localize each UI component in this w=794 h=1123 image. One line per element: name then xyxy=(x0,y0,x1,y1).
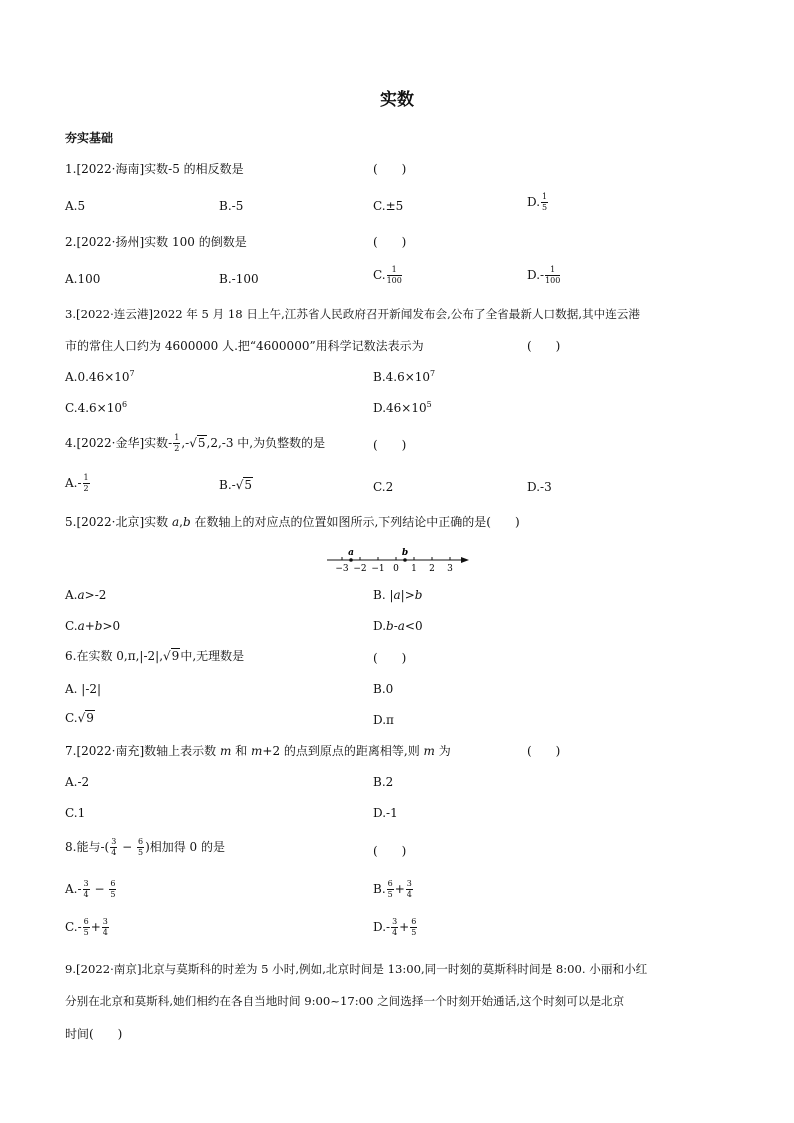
question-3-option-c: $C.4.6\times 10^6$ xyxy=(65,400,128,415)
number-line-tick-label: −1 xyxy=(371,564,385,574)
question-9-stem-line-3: 时间( ) xyxy=(65,1027,123,1041)
question-5-stem: 5.[2022·北京]实数 a,b 在数轴上的对应点的位置如图所示,下列结论中正确的是( ) xyxy=(65,515,520,529)
point-a-dot xyxy=(349,558,353,562)
fraction: $\frac{6}{5}$ xyxy=(83,917,89,937)
fraction: $\frac{1}{100}$ xyxy=(545,265,561,285)
point-b-label: b xyxy=(401,548,409,558)
question-2-option-b: B.-100 xyxy=(219,272,259,286)
question-1-option-d xyxy=(527,193,549,212)
fraction: $\frac{6}{5}$ xyxy=(411,917,417,937)
fraction: $\frac{1}{5}$ xyxy=(542,192,548,212)
question-5-option-c: C.a+b>0 xyxy=(65,619,121,633)
question-1-option-b: B.-5 xyxy=(219,199,244,213)
option-label: C. xyxy=(373,268,386,282)
number-line-tick-label: 2 xyxy=(429,564,435,574)
fraction: $\frac{1}{100}$ xyxy=(386,265,402,285)
question-7-stem: 7.[2022·南充]数轴上表示数 m 和 m+2 的点到原点的距离相等,则 m 为 xyxy=(65,744,451,758)
question-6-option-d: D.π xyxy=(373,713,394,727)
question-1-answer-bracket: ( ) xyxy=(373,162,407,176)
number-line-tick-label: 1 xyxy=(411,564,417,574)
square-root: √9 xyxy=(163,649,180,663)
question-4-option-b: B.-√5 xyxy=(219,478,252,492)
question-7-option-b: B.2 xyxy=(373,775,394,789)
question-4-option-a: A.- $\frac{1}{2}$ xyxy=(65,473,89,493)
square-root: √5 xyxy=(235,478,252,492)
question-5-option-d: D.b-a<0 xyxy=(373,619,423,633)
exponent: 7 xyxy=(129,369,135,378)
exponent: 5 xyxy=(426,400,432,409)
question-3-option-b: $B.4.6\times 10^7$ xyxy=(373,369,436,384)
question-6-option-a: A. |-2| xyxy=(65,682,102,696)
exponent: 7 xyxy=(430,369,436,378)
fraction: $\frac{6}{5}$ xyxy=(137,837,144,857)
fraction: $\frac{6}{5}$ xyxy=(387,879,393,899)
fraction: $\frac{1}{2}$ xyxy=(174,433,180,453)
question-1-option-c: C.±5 xyxy=(373,199,404,213)
question-3-stem-line-2: 市的常住人口约为 4600000 人.把“4600000”用科学记数法表示为 xyxy=(65,339,424,353)
page-title: 实数 xyxy=(380,90,414,110)
question-7-option-c: C.1 xyxy=(65,806,86,820)
question-4-stem: 4.[2022·金华]实数- $\frac{1}{2}$ ,-√5,2,-3 中,为负整数的是 xyxy=(65,433,326,453)
fraction: $\frac{3}{4}$ xyxy=(406,879,412,899)
question-8-option-b: B. $\frac{6}{5}$ + $\frac{3}{4}$ xyxy=(373,879,412,899)
fraction: $\frac{1}{2}$ xyxy=(83,473,89,493)
question-7-option-d: D.-1 xyxy=(373,806,398,820)
number-line-arrow-icon xyxy=(461,557,469,563)
question-1-stem: 1.[2022·海南]实数-5 的相反数是 xyxy=(65,162,244,176)
question-4-option-c: C.2 xyxy=(373,480,394,494)
question-8-option-c: C.- $\frac{6}{5}$ + $\frac{3}{4}$ xyxy=(65,917,108,937)
question-5-option-a: A.a>-2 xyxy=(65,588,107,602)
question-3-stem-line-1: 3.[2022·连云港]2022 年 5 月 18 日上午,江苏省人民政府召开新闻发布会,公布了全省最新人口数据,其中连云港 xyxy=(65,307,640,321)
question-2-option-c xyxy=(373,266,403,285)
question-7-option-a: A.-2 xyxy=(65,775,90,789)
number-line-tick-label: 0 xyxy=(393,564,399,574)
fraction: $\frac{3}{4}$ xyxy=(83,879,89,899)
question-8-stem: 8.能与-( $\frac{3}{4}$ − $\frac{6}{5}$ )相加得 0 的是 xyxy=(65,837,226,857)
question-5-option-b: B. |a|>b xyxy=(373,588,423,602)
point-a-label: a xyxy=(348,548,354,558)
section-heading: 夯实基础 xyxy=(65,131,114,145)
question-2-option-a: A.100 xyxy=(65,272,101,286)
question-6-option-c: C.√9 xyxy=(65,711,94,725)
question-2-option-d xyxy=(527,266,561,285)
question-4-answer-bracket: ( ) xyxy=(373,438,407,452)
fraction: $\frac{3}{4}$ xyxy=(111,837,117,857)
question-8-answer-bracket: ( ) xyxy=(373,844,407,858)
question-2-answer-bracket: ( ) xyxy=(373,235,407,249)
question-6-answer-bracket: ( ) xyxy=(373,651,407,665)
option-label: D. xyxy=(527,195,541,209)
question-8-option-a: A.- $\frac{3}{4}$ − $\frac{6}{5}$ xyxy=(65,879,116,899)
fraction: $\frac{3}{4}$ xyxy=(392,917,398,937)
question-9-stem-line-1: 9.[2022·南京]北京与莫斯科的时差为 5 小时,例如,北京时间是 13:00,同一时刻的莫斯科时间是 8:00. 小丽和小红 xyxy=(65,962,648,976)
number-line-tick-label: −2 xyxy=(353,564,367,574)
point-b-dot xyxy=(403,558,407,562)
option-label: D.- xyxy=(527,268,545,282)
question-4-option-d: D.-3 xyxy=(527,480,552,494)
question-3-option-d: $D.46\times 10^5$ xyxy=(373,400,432,415)
number-line-tick-label: 3 xyxy=(447,564,453,574)
question-6-option-b: B.0 xyxy=(373,682,394,696)
number-line-figure xyxy=(325,546,470,574)
question-1-option-a: A.5 xyxy=(65,199,86,213)
question-3-option-a: $A.0.46\times 10^7$ xyxy=(65,369,135,384)
question-6-stem: 6.在实数 0,π,|-2|,√9中,无理数是 xyxy=(65,649,245,663)
number-line-tick-label: −3 xyxy=(335,564,349,574)
question-2-stem: 2.[2022·扬州]实数 100 的倒数是 xyxy=(65,235,247,249)
fraction: $\frac{6}{5}$ xyxy=(110,879,116,899)
exponent: 6 xyxy=(121,400,128,409)
square-root: √5 xyxy=(189,436,206,450)
fraction: $\frac{3}{4}$ xyxy=(102,917,108,937)
question-8-option-d: D.- $\frac{3}{4}$ + $\frac{6}{5}$ xyxy=(373,917,417,937)
square-root: √9 xyxy=(77,711,94,725)
question-9-stem-line-2: 分别在北京和莫斯科,她们相约在各自当地时间 9:00~17:00 之间选择一个时刻开始通话,这个时刻可以是北京 xyxy=(65,994,625,1008)
question-7-answer-bracket: ( ) xyxy=(527,744,561,758)
question-3-answer-bracket: ( ) xyxy=(527,339,561,353)
